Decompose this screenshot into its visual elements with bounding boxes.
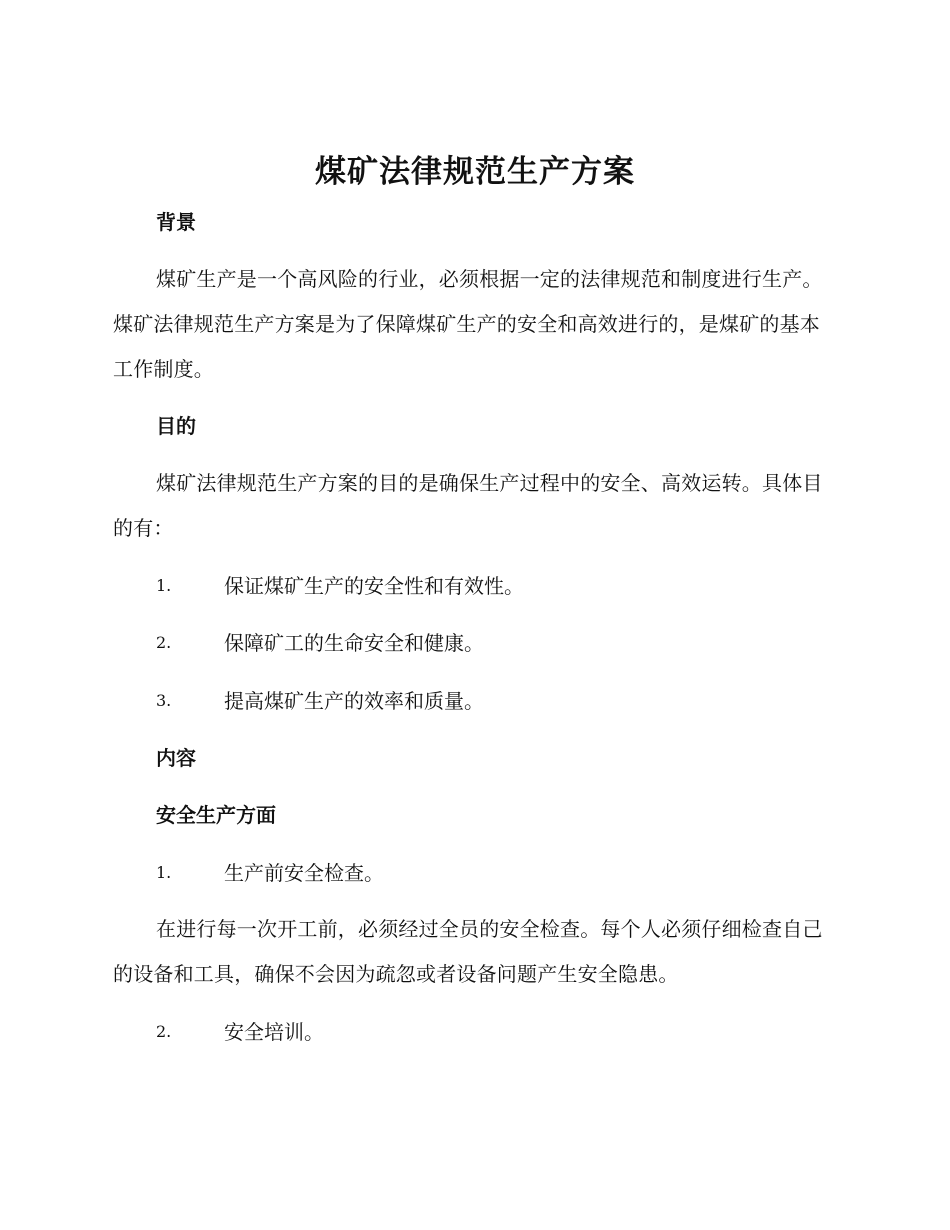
background-paragraph: 煤矿生产是一个高风险的行业，必须根据一定的法律规范和制度进行生产。煤矿法律规范生产方案是为了保障煤矿生产的安全和高效进行的，是煤矿的基本工作制度。	[113, 267, 823, 381]
list-item-text: 提高煤矿生产的效率和质量。	[224, 689, 484, 713]
list-item-text: 生产前安全检查。	[224, 861, 384, 885]
list-number: 1.	[156, 863, 172, 882]
purpose-paragraph: 煤矿法律规范生产方案的目的是确保生产过程中的安全、高效运转。具体目的有：	[113, 471, 823, 540]
list-item-text: 安全培训。	[224, 1020, 324, 1044]
purpose-list-item	[156, 687, 836, 715]
purpose-list-item	[156, 629, 836, 657]
document-title: 煤矿法律规范生产方案	[315, 154, 635, 190]
section-heading-purpose: 目的	[156, 414, 196, 438]
content-list-item	[156, 1018, 836, 1046]
section-heading-content: 内容	[156, 746, 196, 770]
content-list-item	[156, 859, 836, 887]
purpose-list-item	[156, 572, 836, 600]
list-number: 3.	[156, 691, 172, 710]
list-item-text: 保障矿工的生命安全和健康。	[224, 631, 484, 655]
list-item-text: 保证煤矿生产的安全性和有效性。	[224, 574, 524, 598]
list-number: 2.	[156, 633, 172, 652]
safety-check-paragraph: 在进行每一次开工前，必须经过全员的安全检查。每个人必须仔细检查自己的设备和工具，确保不会因为疏忽或者设备问题产生安全隐患。	[113, 917, 823, 986]
list-number: 1.	[156, 576, 172, 595]
list-number: 2.	[156, 1022, 172, 1041]
subsection-heading-safety: 安全生产方面	[156, 803, 276, 827]
section-heading-background: 背景	[156, 210, 196, 234]
